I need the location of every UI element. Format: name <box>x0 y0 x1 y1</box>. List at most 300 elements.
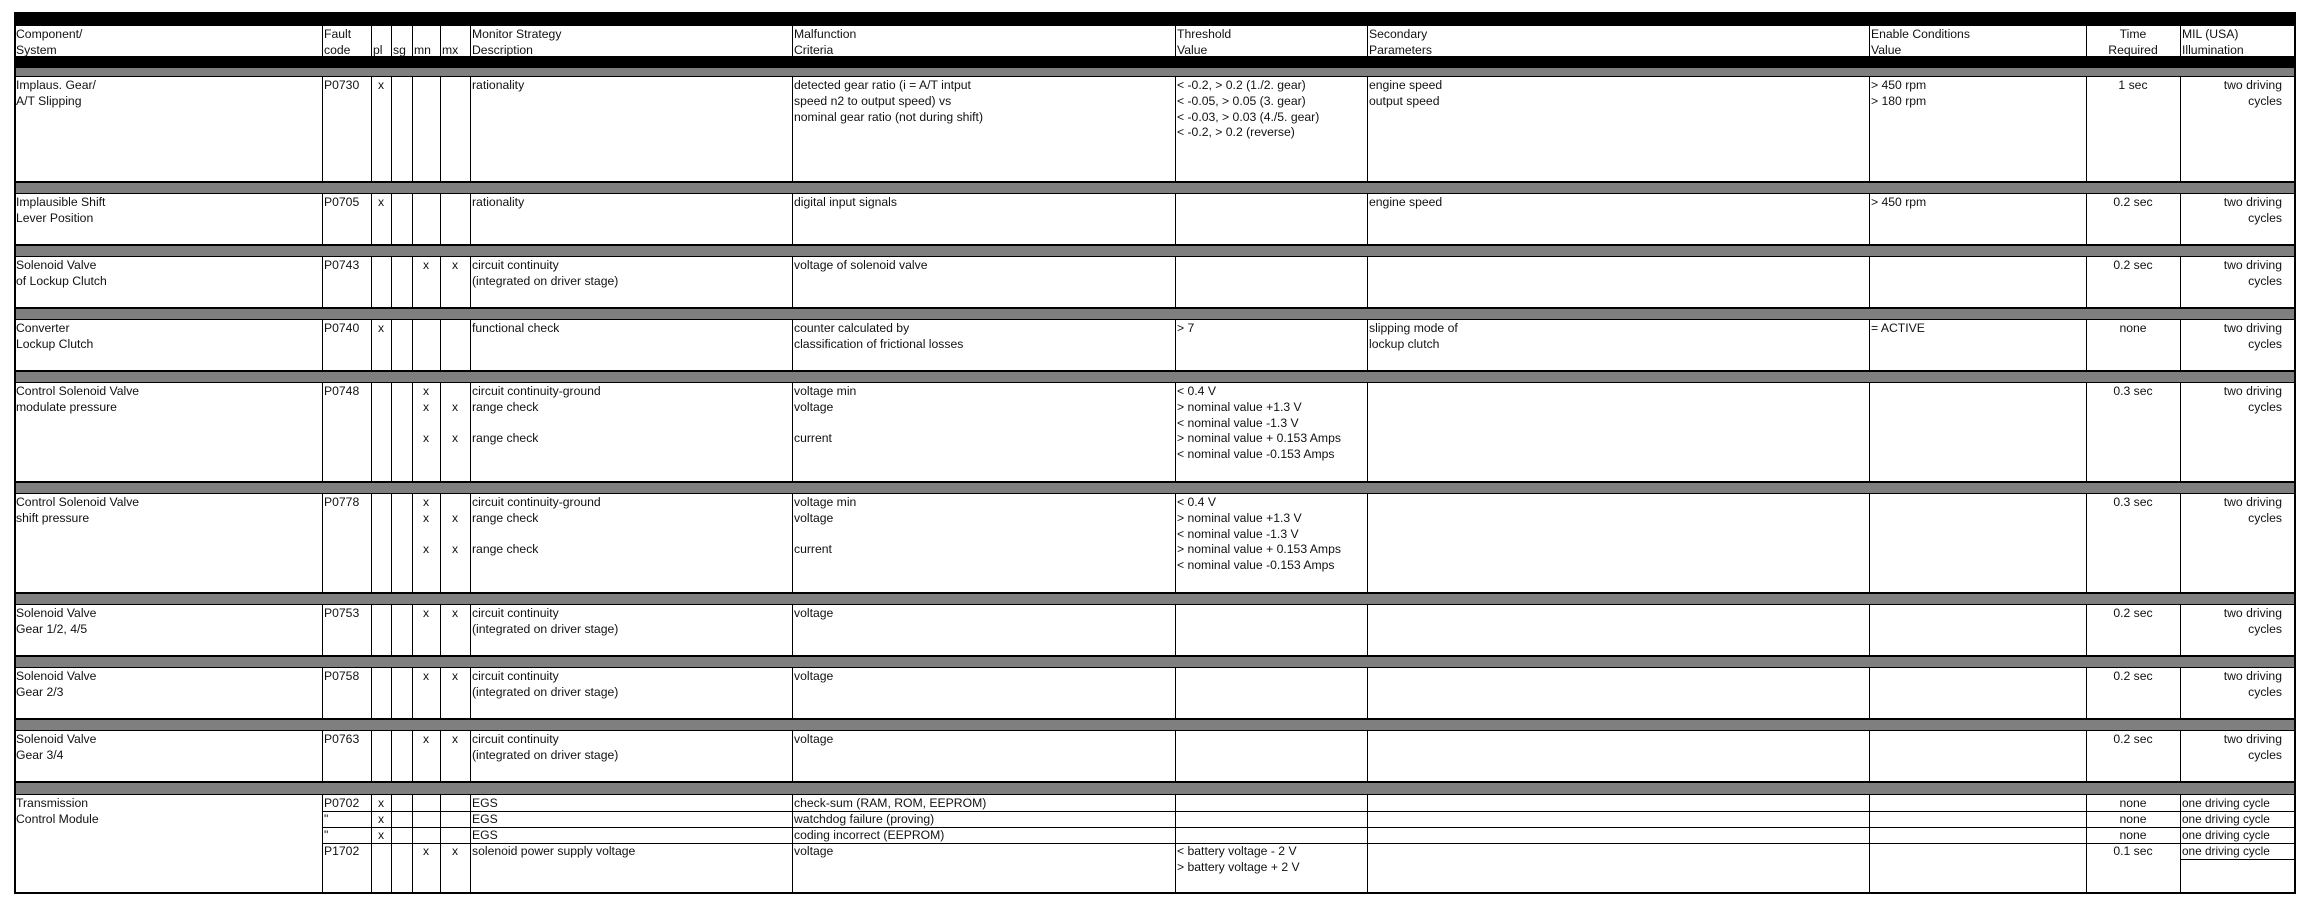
tcm-pl: x <box>377 828 385 842</box>
tcm-enable <box>1869 795 2086 811</box>
tcm-threshold: < battery voltage - 2 V > battery voltage + 2 V <box>1177 844 1300 874</box>
diagnostic-table <box>14 12 2296 894</box>
column-divider <box>1367 77 1368 182</box>
column-divider <box>792 194 793 245</box>
column-divider <box>14 383 15 482</box>
row-sg <box>391 320 412 371</box>
row-secondary: slipping mode of lockup clutch <box>1369 321 1458 351</box>
column-divider <box>1869 668 1870 719</box>
column-divider <box>14 795 15 894</box>
row-strategy: rationality <box>472 195 525 209</box>
grey-separator-band <box>14 308 2296 320</box>
row-fault: P0758 <box>324 669 360 683</box>
column-divider <box>792 77 793 182</box>
column-divider <box>792 383 793 482</box>
tcm-mn <box>412 827 440 843</box>
tcm-sg <box>391 795 412 811</box>
column-divider <box>2295 795 2296 894</box>
row-enable: = ACTIVE <box>1871 321 1925 335</box>
row-secondary: engine speed <box>1369 195 1443 209</box>
row-pl: x <box>377 321 385 335</box>
row-pl <box>371 494 391 593</box>
column-divider <box>2180 257 2181 308</box>
row-enable: > 450 rpm > 180 rpm <box>1871 78 1927 108</box>
column-divider <box>2086 605 2087 656</box>
row-fault: P0730 <box>324 78 360 92</box>
column-divider <box>412 731 413 782</box>
row-enable <box>1869 605 2086 656</box>
grey-separator-band <box>14 719 2296 731</box>
column-divider <box>2086 77 2087 182</box>
grey-separator-band <box>14 371 2296 383</box>
column-divider <box>792 605 793 656</box>
column-divider <box>391 795 392 894</box>
column-divider <box>1367 194 1368 245</box>
column-divider <box>14 77 15 182</box>
row-malfunction: counter calculated by classification of frictional losses <box>794 321 964 351</box>
row-enable <box>1869 494 2086 593</box>
black-separator-band <box>14 56 2296 67</box>
tcm-strategy: EGS <box>472 828 498 842</box>
tcm-mn <box>412 795 440 811</box>
column-divider <box>2180 494 2181 593</box>
column-divider <box>2295 257 2296 308</box>
row-strategy: circuit continuity (integrated on driver stage) <box>472 732 619 762</box>
row-malfunction: digital input signals <box>794 195 897 209</box>
column-divider <box>412 26 413 56</box>
row-component: Implausible Shift Lever Position <box>16 195 106 225</box>
column-divider <box>1175 383 1176 482</box>
column-divider <box>2295 605 2296 656</box>
column-divider <box>440 257 441 308</box>
tcm-enable <box>1869 843 2086 894</box>
row-malfunction: voltage <box>794 606 834 620</box>
column-divider <box>2180 320 2181 371</box>
column-divider <box>322 731 323 782</box>
column-divider <box>1869 77 1870 182</box>
column-divider <box>1367 731 1368 782</box>
row-mx: x <box>451 732 459 746</box>
column-divider <box>322 668 323 719</box>
column-divider <box>2180 383 2181 482</box>
row-mil: two driving cycles <box>2223 321 2282 351</box>
row-mil: two driving cycles <box>2223 384 2282 414</box>
row-strategy: functional check <box>472 321 560 335</box>
row-pl <box>371 668 391 719</box>
column-divider <box>1175 731 1176 782</box>
column-divider <box>2086 257 2087 308</box>
column-divider <box>2295 320 2296 371</box>
row-pl: x <box>377 195 385 209</box>
tcm-time: none <box>2119 812 2147 826</box>
row-time: 0.2 sec <box>2113 195 2153 209</box>
row-mx <box>440 194 470 245</box>
column-divider <box>412 77 413 182</box>
row-time: 0.2 sec <box>2113 606 2153 620</box>
column-divider <box>2086 668 2087 719</box>
tcm-secondary <box>1367 827 1869 843</box>
column-divider <box>1175 26 1176 56</box>
column-divider <box>412 257 413 308</box>
row-mn: x <box>422 258 430 272</box>
row-time: 0.2 sec <box>2113 258 2153 272</box>
row-fault: P0748 <box>324 384 360 398</box>
row-mx: x x <box>451 510 459 557</box>
tcm-sg <box>391 827 412 843</box>
row-enable <box>1869 257 2086 308</box>
column-divider <box>371 194 372 245</box>
row-enable <box>1869 668 2086 719</box>
header-malfunction: Malfunction Criteria <box>794 27 857 56</box>
tcm-fault: P0702 <box>324 796 360 810</box>
row-mil: two driving cycles <box>2223 606 2282 636</box>
tcm-time: 0.1 sec <box>2113 844 2153 858</box>
tcm-threshold <box>1175 811 1367 827</box>
column-divider <box>371 731 372 782</box>
column-divider <box>322 257 323 308</box>
column-divider <box>322 26 323 56</box>
column-divider <box>2295 194 2296 245</box>
row-time: 1 sec <box>2118 78 2148 92</box>
row-pl <box>371 605 391 656</box>
row-threshold <box>1175 605 1367 656</box>
column-divider <box>440 194 441 245</box>
row-fault: P0753 <box>324 606 360 620</box>
row-strategy: circuit continuity (integrated on driver stage) <box>472 258 619 288</box>
column-divider <box>1175 795 1176 894</box>
column-divider <box>1367 26 1368 56</box>
tcm-mil: one driving cycle <box>2182 828 2270 842</box>
tcm-time: none <box>2119 796 2147 810</box>
column-divider <box>371 257 372 308</box>
column-divider <box>391 26 392 56</box>
tcm-mn <box>412 811 440 827</box>
column-divider <box>792 494 793 593</box>
tcm-fault: " <box>324 812 329 826</box>
row-secondary <box>1367 494 1869 593</box>
tcm-mil: one driving cycle <box>2182 796 2270 810</box>
column-divider <box>440 668 441 719</box>
row-divider <box>14 893 2296 894</box>
row-mil: two driving cycles <box>2223 258 2282 288</box>
row-sg <box>391 257 412 308</box>
grey-separator-band <box>14 245 2296 257</box>
row-sg <box>391 494 412 593</box>
tcm-secondary <box>1367 811 1869 827</box>
column-divider <box>371 494 372 593</box>
tcm-mx <box>440 811 470 827</box>
row-malfunction: detected gear ratio (i = A/T intput speed n2 to output speed) vs nominal gear ratio (not during shift) <box>794 78 984 124</box>
tcm-mn: x <box>422 844 430 858</box>
column-divider <box>371 77 372 182</box>
tcm-pl: x <box>377 796 385 810</box>
header-enable: Enable Conditions Value <box>1871 27 1970 56</box>
row-mn: x <box>422 606 430 620</box>
column-divider <box>1367 668 1368 719</box>
row-threshold: < 0.4 V > nominal value +1.3 V < nominal value -1.3 V > nominal value + 0.153 Amps < nominal value -0.153 Amps <box>1177 495 1341 573</box>
row-sg <box>391 383 412 482</box>
column-divider <box>2086 383 2087 482</box>
row-mx: x <box>451 669 459 683</box>
column-divider <box>1869 605 1870 656</box>
row-component: Solenoid Valve Gear 2/3 <box>16 669 97 699</box>
column-divider <box>391 383 392 482</box>
column-divider <box>371 668 372 719</box>
column-divider <box>322 77 323 182</box>
column-divider <box>14 320 15 371</box>
tcm-time: none <box>2119 828 2147 842</box>
table-top-bar <box>14 12 2296 26</box>
row-mn: x x x <box>422 384 430 446</box>
row-fault: P0763 <box>324 732 360 746</box>
tcm-mil: one driving cycle <box>2182 844 2270 858</box>
row-component: Implaus. Gear/ A/T Slipping <box>16 78 96 108</box>
tcm-strategy: solenoid power supply voltage <box>472 844 636 858</box>
column-divider <box>2180 605 2181 656</box>
column-divider <box>2180 194 2181 245</box>
column-divider <box>1869 26 1870 56</box>
tcm-enable <box>1869 827 2086 843</box>
column-divider <box>14 257 15 308</box>
column-divider <box>1367 257 1368 308</box>
column-divider <box>1175 257 1176 308</box>
column-divider <box>470 257 471 308</box>
column-divider <box>2086 494 2087 593</box>
column-divider <box>371 795 372 894</box>
row-threshold: > 7 <box>1177 321 1195 335</box>
column-divider <box>322 320 323 371</box>
column-divider <box>440 795 441 894</box>
row-mil: two driving cycles <box>2223 495 2282 525</box>
column-divider <box>2180 668 2181 719</box>
row-time: 0.2 sec <box>2113 732 2153 746</box>
column-divider <box>470 194 471 245</box>
tcm-sg <box>391 843 412 894</box>
row-component-tcm: Transmission Control Module <box>16 796 99 826</box>
column-divider <box>391 494 392 593</box>
tcm-malfunction: watchdog failure (proving) <box>794 812 935 826</box>
column-divider <box>1869 731 1870 782</box>
header-strategy: Monitor Strategy Description <box>472 27 562 56</box>
row-mil: two driving cycles <box>2223 732 2282 762</box>
column-divider <box>322 494 323 593</box>
column-divider <box>792 26 793 56</box>
row-mx <box>440 77 470 182</box>
header-sg: sg <box>393 42 406 56</box>
row-pl <box>371 257 391 308</box>
tcm-sg <box>391 811 412 827</box>
header-secondary: Secondary Parameters <box>1369 27 1432 56</box>
header-mx: mx <box>442 42 459 56</box>
row-threshold <box>1175 668 1367 719</box>
header-threshold: Threshold Value <box>1177 27 1232 56</box>
column-divider <box>14 605 15 656</box>
column-divider <box>412 668 413 719</box>
row-mil: two driving cycles <box>2223 669 2282 699</box>
row-enable <box>1869 731 2086 782</box>
column-divider <box>412 605 413 656</box>
header-time: Time Required <box>2108 27 2158 56</box>
column-divider <box>440 320 441 371</box>
row-sg <box>391 77 412 182</box>
row-enable <box>1869 383 2086 482</box>
column-divider <box>2295 77 2296 182</box>
header-mil: MIL (USA) Illumination <box>2182 27 2244 56</box>
row-pl: x <box>377 78 385 92</box>
grey-separator-band <box>14 593 2296 605</box>
header-mn: mn <box>414 42 431 56</box>
grey-separator-band <box>14 656 2296 668</box>
column-divider <box>440 26 441 56</box>
row-fault: P0743 <box>324 258 360 272</box>
column-divider <box>470 26 471 56</box>
column-divider <box>2295 668 2296 719</box>
row-threshold <box>1175 257 1367 308</box>
row-time: none <box>2119 321 2147 335</box>
row-malfunction: voltage min voltage current <box>794 384 857 446</box>
column-divider <box>470 320 471 371</box>
column-divider <box>14 194 15 245</box>
column-divider <box>1869 194 1870 245</box>
row-fault: P0705 <box>324 195 360 209</box>
column-divider <box>412 194 413 245</box>
row-time: 0.2 sec <box>2113 669 2153 683</box>
column-divider <box>440 77 441 182</box>
row-sg <box>391 194 412 245</box>
column-divider <box>391 668 392 719</box>
column-divider <box>1367 795 1368 894</box>
tcm-malfunction: voltage <box>794 844 834 858</box>
row-pl <box>371 383 391 482</box>
column-divider <box>470 668 471 719</box>
column-divider <box>470 605 471 656</box>
row-component: Solenoid Valve of Lockup Clutch <box>16 258 107 288</box>
tcm-mx: x <box>451 844 459 858</box>
column-divider <box>391 194 392 245</box>
column-divider <box>2086 194 2087 245</box>
column-divider <box>322 795 323 894</box>
column-divider <box>14 494 15 593</box>
row-mx: x <box>451 606 459 620</box>
column-divider <box>470 383 471 482</box>
column-divider <box>2086 320 2087 371</box>
row-secondary <box>1367 668 1869 719</box>
row-enable: > 450 rpm <box>1871 195 1927 209</box>
row-component: Control Solenoid Valve modulate pressure <box>16 384 140 414</box>
column-divider <box>470 731 471 782</box>
grey-separator-band <box>14 782 2296 795</box>
column-divider <box>1869 320 1870 371</box>
row-mn <box>412 320 440 371</box>
column-divider <box>2295 26 2296 56</box>
column-divider <box>14 668 15 719</box>
row-time: 0.3 sec <box>2113 384 2153 398</box>
tcm-malfunction: check-sum (RAM, ROM, EEPROM) <box>794 796 987 810</box>
row-component: Solenoid Valve Gear 3/4 <box>16 732 97 762</box>
tcm-strategy: EGS <box>472 812 498 826</box>
column-divider <box>2180 795 2181 894</box>
row-threshold <box>1175 731 1367 782</box>
row-component: Converter Lockup Clutch <box>16 321 94 351</box>
row-mx <box>440 320 470 371</box>
column-divider <box>391 605 392 656</box>
row-malfunction: voltage of solenoid valve <box>794 258 928 272</box>
column-divider <box>14 26 15 56</box>
column-divider <box>440 383 441 482</box>
row-threshold: < -0.2, > 0.2 (1./2. gear) < -0.05, > 0.05 (3. gear) < -0.03, > 0.03 (4./5. gear) < -0.2, > 0.2 (reverse) <box>1177 78 1320 140</box>
column-divider <box>1175 320 1176 371</box>
column-divider <box>322 605 323 656</box>
tcm-mx <box>440 827 470 843</box>
row-secondary <box>1367 605 1869 656</box>
row-malfunction: voltage <box>794 732 834 746</box>
column-divider <box>440 731 441 782</box>
row-secondary <box>1367 383 1869 482</box>
row-mil: two driving cycles <box>2223 78 2282 108</box>
row-time: 0.3 sec <box>2113 495 2153 509</box>
tcm-mil: one driving cycle <box>2182 812 2270 826</box>
row-secondary: engine speed output speed <box>1369 78 1443 108</box>
column-divider <box>391 731 392 782</box>
column-divider <box>371 26 372 56</box>
column-divider <box>2180 731 2181 782</box>
column-divider <box>1367 383 1368 482</box>
row-strategy: circuit continuity (integrated on driver stage) <box>472 669 619 699</box>
column-divider <box>2295 731 2296 782</box>
column-divider <box>470 494 471 593</box>
column-divider <box>1869 494 1870 593</box>
column-divider <box>391 257 392 308</box>
tcm-pl <box>371 843 391 894</box>
row-threshold: < 0.4 V > nominal value +1.3 V < nominal value -1.3 V > nominal value + 0.153 Amps < nominal value -0.153 Amps <box>1177 384 1341 462</box>
row-strategy: circuit continuity (integrated on driver stage) <box>472 606 619 636</box>
column-divider <box>412 494 413 593</box>
row-mn <box>412 77 440 182</box>
row-secondary <box>1367 257 1869 308</box>
row-mn: x x x <box>422 495 430 557</box>
column-divider <box>2180 26 2181 56</box>
column-divider <box>792 320 793 371</box>
column-divider <box>1869 383 1870 482</box>
column-divider <box>1367 494 1368 593</box>
column-divider <box>2295 383 2296 482</box>
column-divider <box>391 77 392 182</box>
row-pl <box>371 731 391 782</box>
column-divider <box>2295 494 2296 593</box>
column-divider <box>391 320 392 371</box>
column-divider <box>1367 320 1368 371</box>
row-mil: two driving cycles <box>2223 195 2282 225</box>
column-divider <box>1175 77 1176 182</box>
tcm-strategy: EGS <box>472 796 498 810</box>
tcm-secondary <box>1367 795 1869 811</box>
tcm-malfunction: coding incorrect (EEPROM) <box>794 828 945 842</box>
tcm-enable <box>1869 811 2086 827</box>
column-divider <box>470 77 471 182</box>
row-mn: x <box>422 732 430 746</box>
column-divider <box>2180 77 2181 182</box>
column-divider <box>322 383 323 482</box>
column-divider <box>412 320 413 371</box>
row-strategy: circuit continuity-ground range check range check <box>472 384 601 446</box>
column-divider <box>2086 731 2087 782</box>
column-divider <box>1869 257 1870 308</box>
row-secondary <box>1367 731 1869 782</box>
row-mx: x x <box>451 399 459 446</box>
row-strategy: rationality <box>472 78 525 92</box>
row-malfunction: voltage <box>794 669 834 683</box>
row-divider <box>2180 859 2296 860</box>
